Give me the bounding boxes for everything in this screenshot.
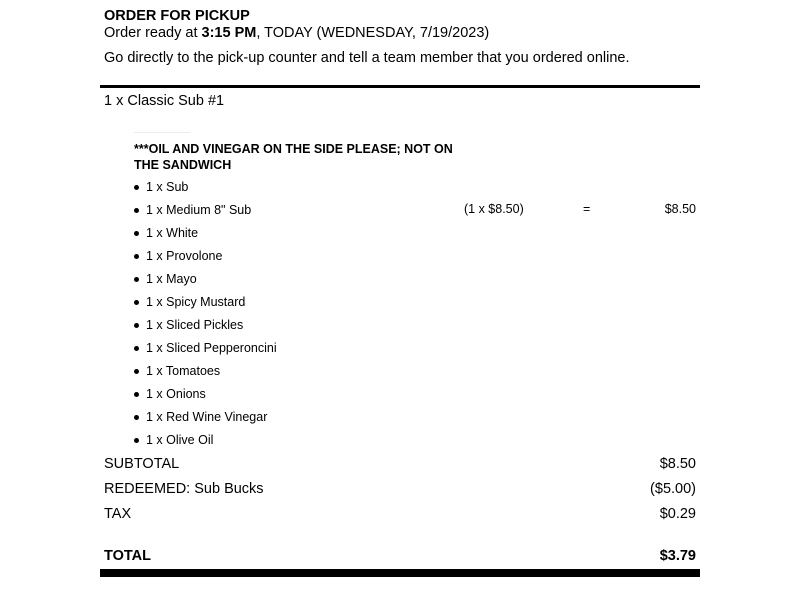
modifier-label: 1 x Red Wine Vinegar: [146, 410, 268, 424]
subtotal-label: SUBTOTAL: [104, 456, 180, 472]
order-title: ORDER FOR PICKUP: [104, 8, 250, 24]
tax-value: $0.29: [659, 506, 696, 522]
modifier-item: [134, 199, 277, 222]
bullet-icon: [134, 208, 139, 213]
modifier-label: 1 x Olive Oil: [146, 433, 214, 447]
bullet-icon: [134, 415, 139, 420]
tax-label: TAX: [104, 506, 132, 522]
price-calculation: (1 x $8.50): [464, 202, 524, 216]
bullet-icon: [134, 185, 139, 190]
bullet-icon: [134, 277, 139, 282]
bullet-icon: [134, 392, 139, 397]
special-instructions: ***OIL AND VINEGAR ON THE SIDE PLEASE; NOT ON THE SANDWICH: [134, 142, 453, 172]
modifier-label: 1 x Sliced Pickles: [146, 318, 244, 332]
ready-suffix: , TODAY (WEDNESDAY, 7/19/2023): [256, 25, 490, 41]
bullet-icon: [134, 254, 139, 259]
modifier-item: [134, 337, 277, 360]
modifier-item: [134, 314, 277, 337]
total-label: TOTAL: [104, 548, 151, 564]
ready-time-line: [104, 25, 489, 41]
divider-top: [100, 85, 700, 88]
ready-time: 3:15 PM: [201, 25, 257, 41]
modifier-label: 1 x Spicy Mustard: [146, 295, 246, 309]
modifier-label: 1 x Medium 8" Sub: [146, 203, 252, 217]
bullet-icon: [134, 231, 139, 236]
modifier-list: [134, 176, 277, 452]
subtotal-value: $8.50: [659, 456, 696, 472]
modifier-label: 1 x Onions: [146, 387, 206, 401]
redeemed-value: ($5.00): [650, 481, 696, 497]
modifier-item: [134, 176, 277, 199]
modifier-item: [134, 291, 277, 314]
bullet-icon: [134, 323, 139, 328]
bullet-icon: [134, 300, 139, 305]
modifier-label: 1 x Sub: [146, 180, 189, 194]
equals-sign: =: [583, 202, 591, 216]
modifier-item: [134, 383, 277, 406]
item-price: $8.50: [664, 202, 696, 216]
modifier-item: [134, 245, 277, 268]
modifier-item: [134, 268, 277, 291]
total-value: $3.79: [659, 548, 696, 564]
ready-prefix: Order ready at: [104, 25, 202, 41]
bullet-icon: [134, 346, 139, 351]
modifier-label: 1 x Tomatoes: [146, 364, 221, 378]
divider-bottom: [100, 569, 700, 577]
modifier-label: 1 x Provolone: [146, 249, 223, 263]
modifier-item: [134, 406, 277, 429]
modifier-item: [134, 360, 277, 383]
modifier-label: 1 x Mayo: [146, 272, 197, 286]
faint-divider: [134, 132, 190, 133]
item-line: 1 x Classic Sub #1: [104, 93, 225, 109]
bullet-icon: [134, 369, 139, 374]
modifier-label: 1 x White: [146, 226, 199, 240]
modifier-label: 1 x Sliced Pepperoncini: [146, 341, 277, 355]
pickup-instructions: Go directly to the pick-up counter and tell a team member that you ordered online.: [104, 50, 630, 66]
redeemed-label: REDEEMED: Sub Bucks: [104, 481, 264, 497]
bullet-icon: [134, 438, 139, 443]
modifier-item: [134, 222, 277, 245]
modifier-item: [134, 429, 277, 452]
